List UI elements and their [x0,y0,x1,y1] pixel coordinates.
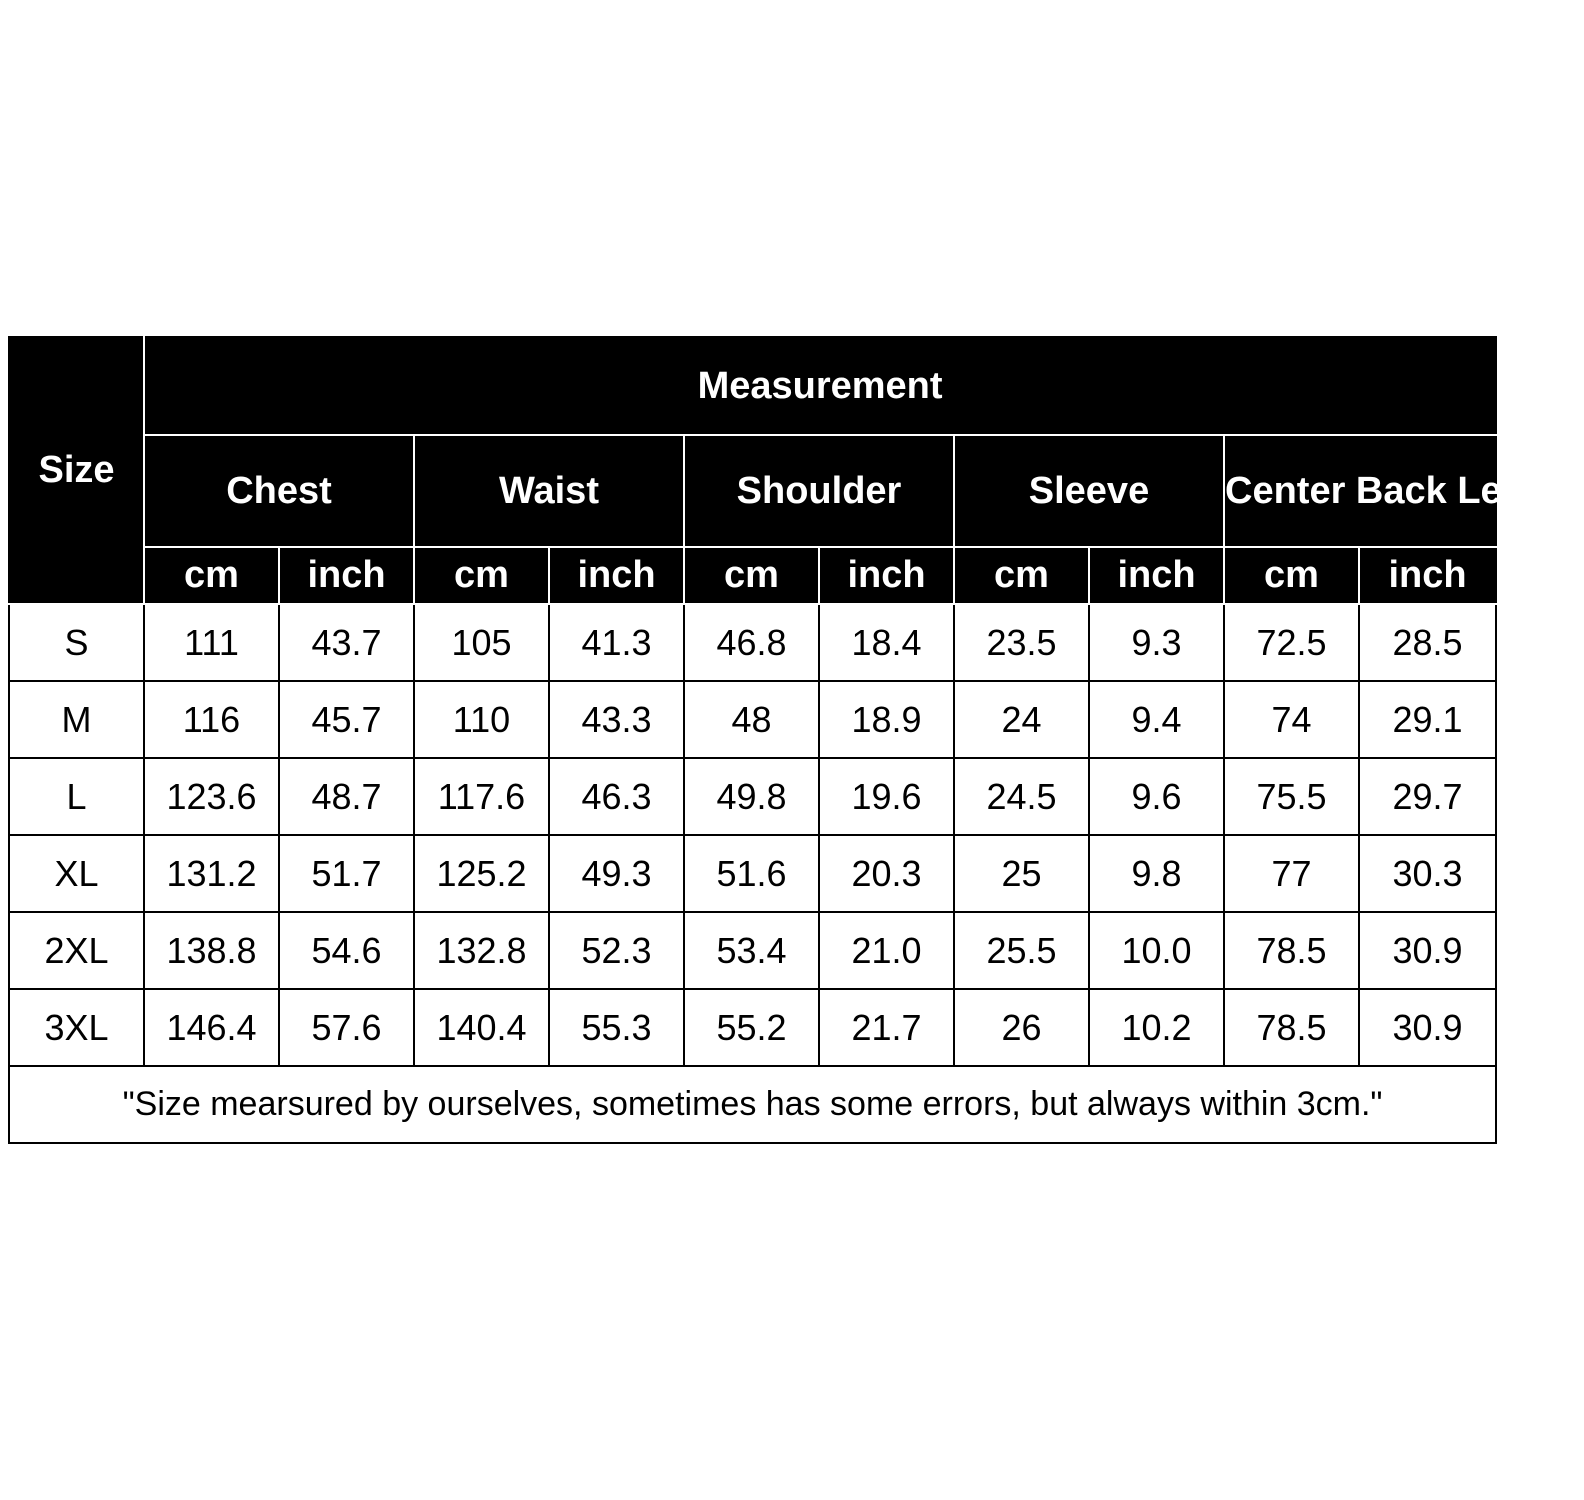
value-cell: 18.9 [819,681,954,758]
unit-header: inch [1089,547,1224,604]
value-cell: 49.8 [684,758,819,835]
value-cell: 105 [414,604,549,681]
value-cell: 110 [414,681,549,758]
value-cell: 55.3 [549,989,684,1066]
value-cell: 52.3 [549,912,684,989]
value-cell: 23.5 [954,604,1089,681]
value-cell: 55.2 [684,989,819,1066]
value-cell: 74 [1224,681,1359,758]
value-cell: 77 [1224,835,1359,912]
value-cell: 9.4 [1089,681,1224,758]
measurement-groups-row [9,435,1496,547]
value-cell: 48 [684,681,819,758]
value-cell: 75.5 [1224,758,1359,835]
units-row [9,547,1496,604]
value-cell: 45.7 [279,681,414,758]
value-cell: 146.4 [144,989,279,1066]
value-cell: 78.5 [1224,912,1359,989]
value-cell: 123.6 [144,758,279,835]
value-cell: 18.4 [819,604,954,681]
value-cell: 72.5 [1224,604,1359,681]
unit-header: cm [414,547,549,604]
value-cell: 30.9 [1359,989,1496,1066]
table-row [9,989,1496,1066]
unit-header: inch [279,547,414,604]
unit-header: cm [684,547,819,604]
value-cell: 116 [144,681,279,758]
value-cell: 57.6 [279,989,414,1066]
group-header-shoulder: Shoulder [684,435,954,547]
table-row [9,835,1496,912]
group-header-center-back-length: Center Back Length [1224,435,1496,547]
value-cell: 25.5 [954,912,1089,989]
value-cell: 41.3 [549,604,684,681]
measurement-note: "Size mearsured by ourselves, sometimes has some errors, but always within 3cm." [9,1066,1496,1143]
size-cell: XL [9,835,144,912]
value-cell: 43.7 [279,604,414,681]
value-cell: 131.2 [144,835,279,912]
size-cell: M [9,681,144,758]
value-cell: 54.6 [279,912,414,989]
measurement-header: Measurement [144,337,1496,435]
size-cell: S [9,604,144,681]
value-cell: 10.2 [1089,989,1224,1066]
unit-header: cm [144,547,279,604]
size-column-header: Size [9,337,144,604]
value-cell: 24.5 [954,758,1089,835]
value-cell: 28.5 [1359,604,1496,681]
group-header-waist: Waist [414,435,684,547]
unit-header: inch [549,547,684,604]
table-row [9,758,1496,835]
value-cell: 30.3 [1359,835,1496,912]
value-cell: 53.4 [684,912,819,989]
value-cell: 26 [954,989,1089,1066]
value-cell: 30.9 [1359,912,1496,989]
note-row [9,1066,1496,1143]
value-cell: 25 [954,835,1089,912]
measurement-header-row [9,337,1496,435]
unit-header: inch [1359,547,1496,604]
value-cell: 117.6 [414,758,549,835]
value-cell: 24 [954,681,1089,758]
value-cell: 51.6 [684,835,819,912]
value-cell: 48.7 [279,758,414,835]
value-cell: 140.4 [414,989,549,1066]
unit-header: cm [954,547,1089,604]
table-row [9,681,1496,758]
value-cell: 125.2 [414,835,549,912]
unit-header: inch [819,547,954,604]
value-cell: 111 [144,604,279,681]
value-cell: 132.8 [414,912,549,989]
value-cell: 20.3 [819,835,954,912]
group-header-sleeve: Sleeve [954,435,1224,547]
size-chart-table [8,336,1584,1144]
value-cell: 29.1 [1359,681,1496,758]
size-cell: 3XL [9,989,144,1066]
value-cell: 78.5 [1224,989,1359,1066]
value-cell: 10.0 [1089,912,1224,989]
value-cell: 21.0 [819,912,954,989]
size-cell: L [9,758,144,835]
value-cell: 51.7 [279,835,414,912]
value-cell: 46.3 [549,758,684,835]
value-cell: 29.7 [1359,758,1496,835]
value-cell: 138.8 [144,912,279,989]
value-cell: 49.3 [549,835,684,912]
value-cell: 21.7 [819,989,954,1066]
value-cell: 9.8 [1089,835,1224,912]
value-cell: 9.6 [1089,758,1224,835]
table-row [9,912,1496,989]
value-cell: 46.8 [684,604,819,681]
size-cell: 2XL [9,912,144,989]
value-cell: 43.3 [549,681,684,758]
table-row [9,604,1496,681]
value-cell: 19.6 [819,758,954,835]
unit-header: cm [1224,547,1359,604]
group-header-chest: Chest [144,435,414,547]
value-cell: 9.3 [1089,604,1224,681]
